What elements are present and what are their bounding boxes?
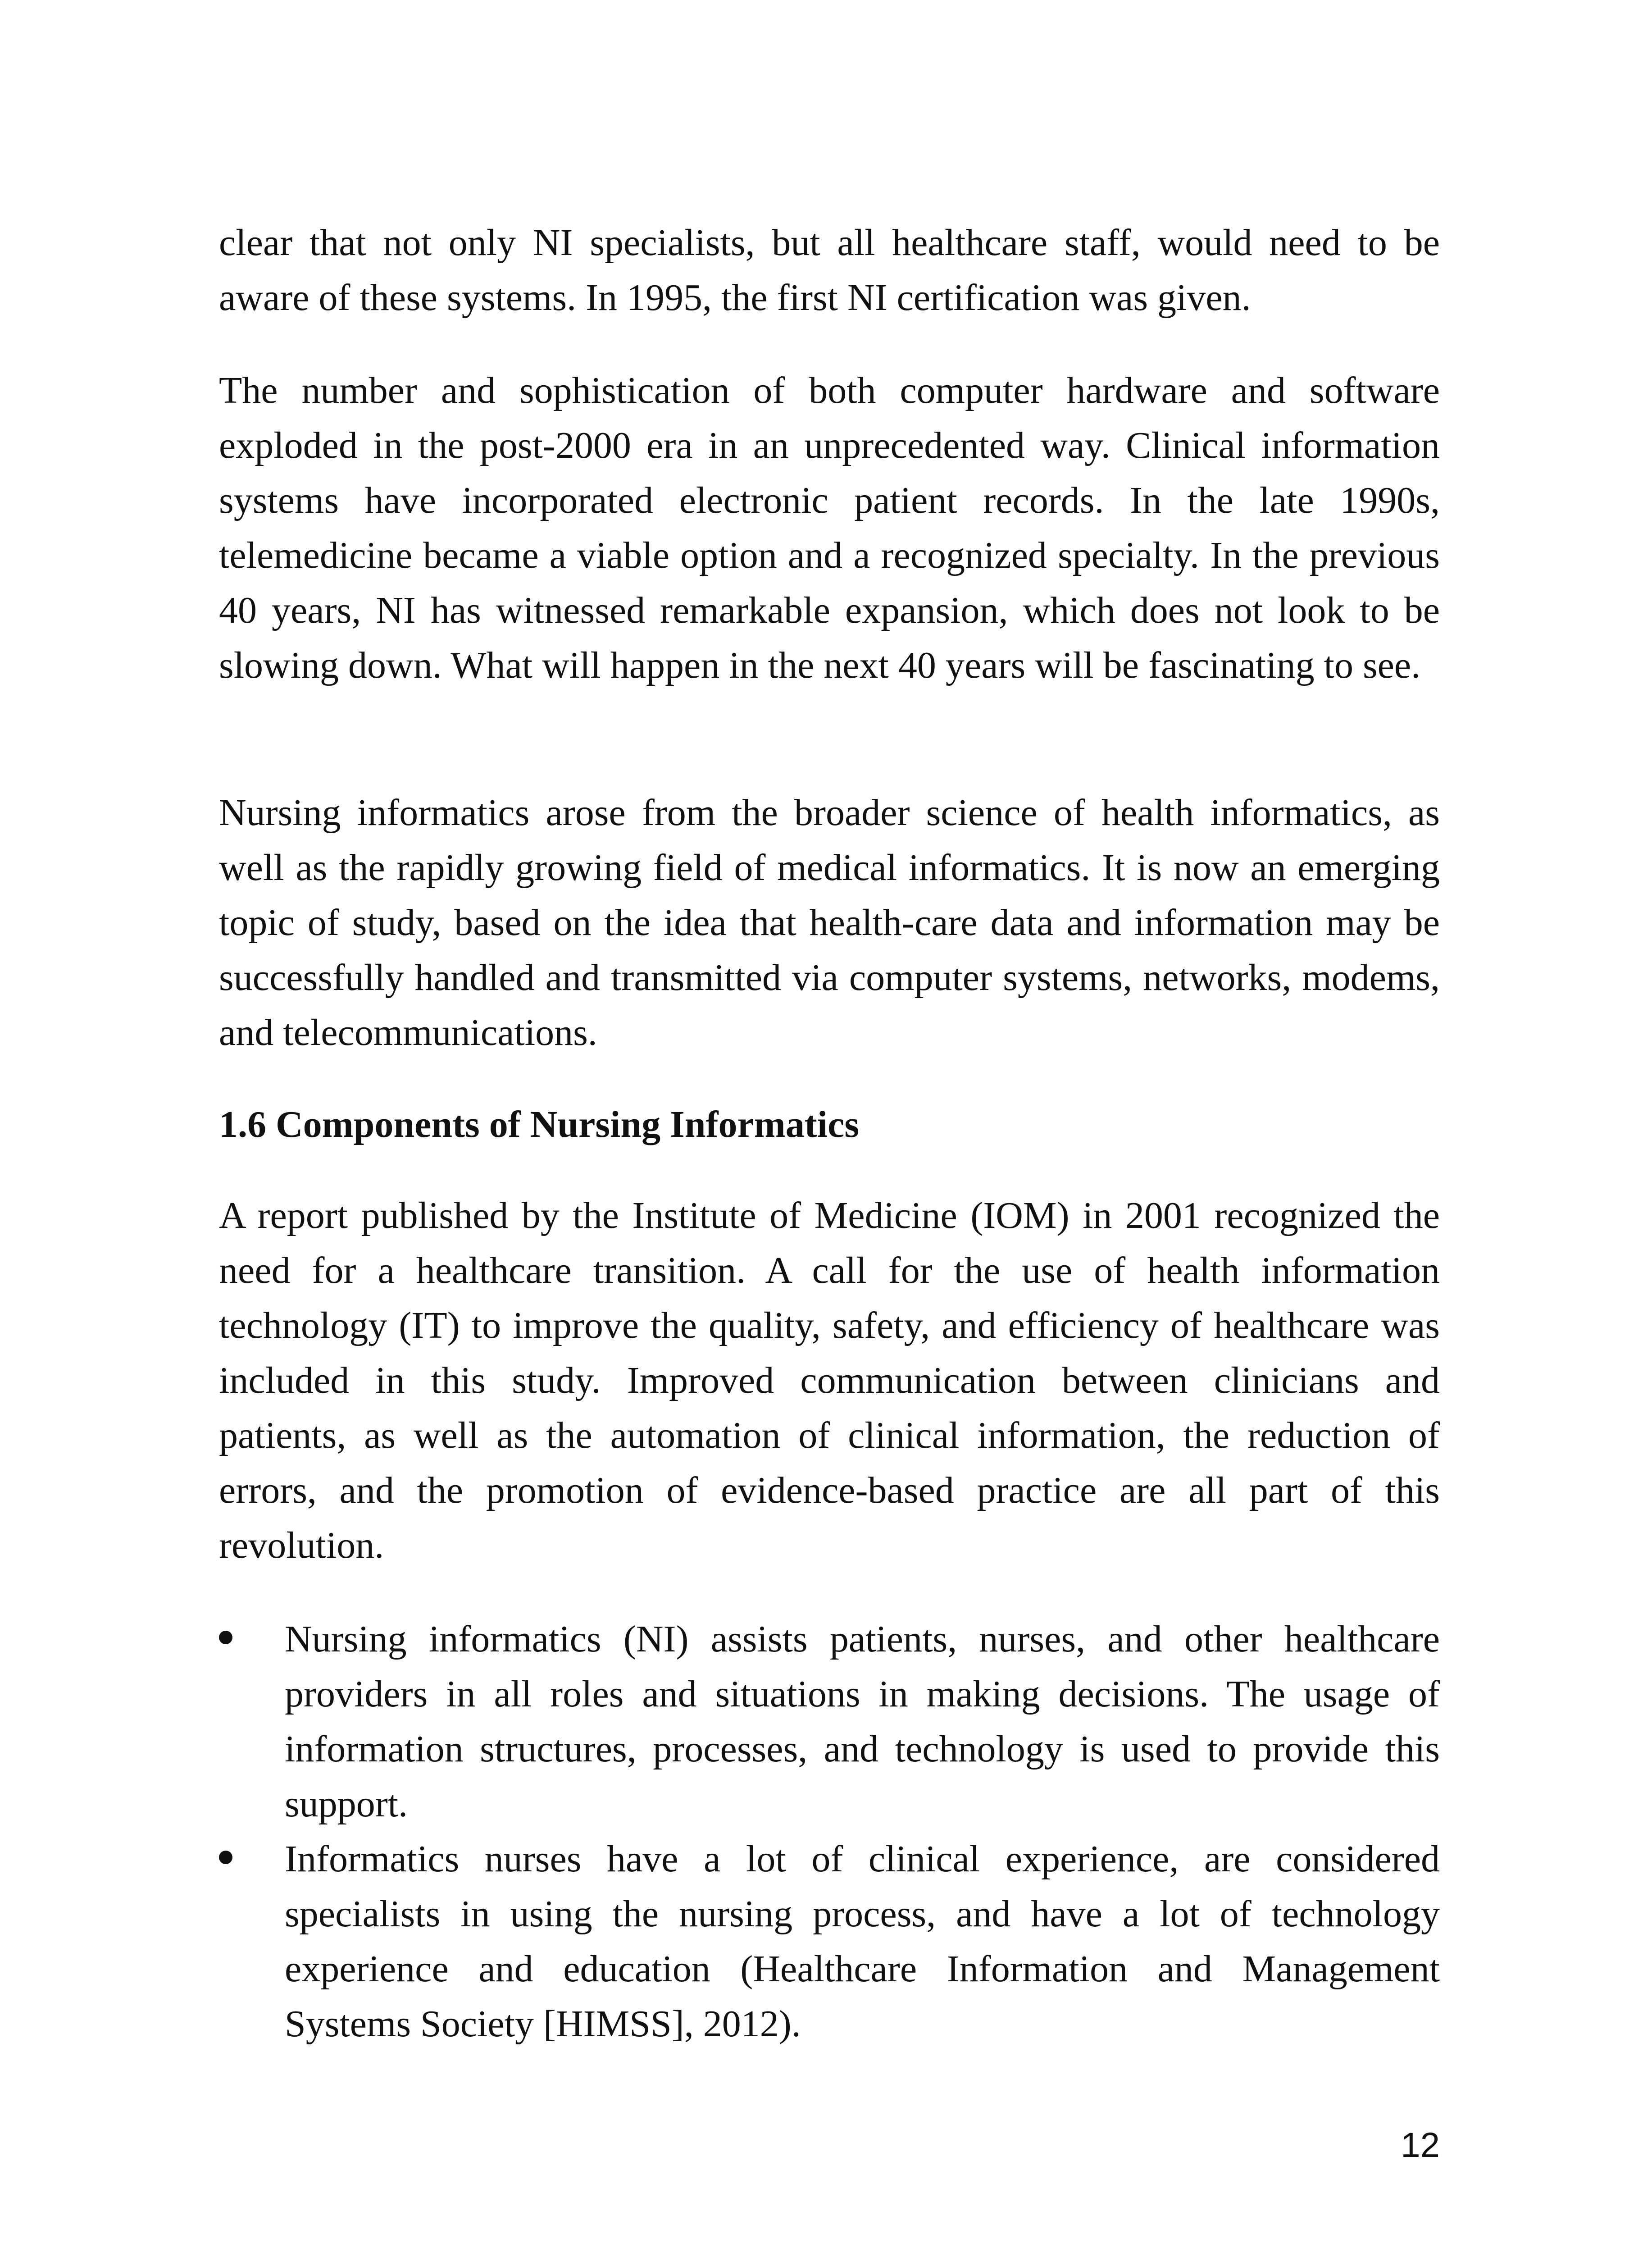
bullet-icon xyxy=(219,1851,232,1864)
bullet-list xyxy=(219,1612,1440,2052)
paragraph-post-2000-growth: The number and sophistication of both computer hardware and software exploded in the post-2000 era in an unprecedented way. Clinical information systems have incorporated electronic patient records. In the late 1990s, telemedicine became a viable option and a recognized specialty. In the previous 40 years, NI has witnessed remarkable expansion, which does not look to be slowing down. What will happen in the next 40 years will be fascinating to see. xyxy=(219,369,1440,686)
paragraph-ni-awareness: clear that not only NI specialists, but all healthcare staff, would need to be aware of these systems. In 1995, the first NI certification was given. xyxy=(219,222,1440,319)
paragraph-ni-origins: Nursing informatics arose from the broader science of health informatics, as well as the rapidly growing field of medical informatics. It is now an emerging topic of study, based on the idea that health-care data and information may be successfully handled and transmitted via computer systems, networks, modems, and telecommunications. xyxy=(219,792,1440,1054)
page-number: 12 xyxy=(1401,2125,1440,2165)
list-item-text: Nursing informatics (NI) assists patients, nurses, and other healthcare providers in all roles and situations in making decisions. The usage of information structures, processes, and technology is used to provide this support. xyxy=(285,1618,1440,1825)
list-item-text: Informatics nurses have a lot of clinical experience, are considered specialists in using the nursing process, and have a lot of technology experience and education (Healthcare Information and Management Systems Society [HIMSS], 2012). xyxy=(285,1838,1440,2045)
section-heading: 1.6 Components of Nursing Informatics xyxy=(219,1104,860,1145)
bullet-icon xyxy=(219,1631,232,1644)
list-item xyxy=(219,1832,1440,2052)
list-item xyxy=(219,1612,1440,1832)
paragraph-iom-report: A report published by the Institute of Medicine (IOM) in 2001 recognized the need for a healthcare transition. A call for the use of health information technology (IT) to improve the quality, safety, and efficiency of healthcare was included in this study. Improved communication between clinicians and patients, as well as the automation of clinical information, the reduction of errors, and the promotion of evidence-based practice are all part of this revolution. xyxy=(219,1195,1440,1566)
